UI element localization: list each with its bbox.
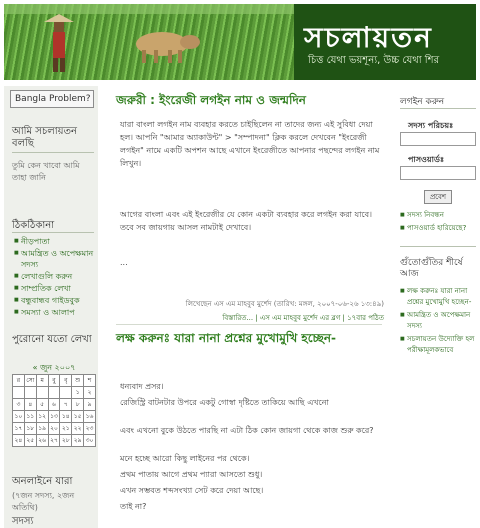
calendar-cell: ২৫ <box>24 435 36 447</box>
calendar-day-header: বৃ <box>60 375 72 387</box>
divider <box>12 232 94 233</box>
about-text: তুমি কেন খাবো আমি তাহা জানি <box>12 161 80 182</box>
register-link[interactable]: ■ সদস্য নিবন্ধন <box>400 210 476 221</box>
login-button[interactable]: প্রবেশ <box>424 190 452 204</box>
nav-link[interactable]: ■ লেখাগুলি করুন <box>14 271 96 282</box>
calendar-cell: ২৬ <box>36 435 48 447</box>
popular-link[interactable]: ■ সচলায়তন উদ্যোক্তি হল পরীক্ষামূলকভাবে <box>400 334 476 356</box>
calendar-cell: ১৫ <box>72 411 84 423</box>
calendar-cell: ১ <box>72 387 84 399</box>
divider <box>400 108 476 109</box>
calendar-cell: ২৭ <box>48 435 60 447</box>
password-label: পাসওয়ার্ডঃ <box>408 155 445 164</box>
post-line: এবং এখনো বুকে উঠতে পারছি না এটা ঠিক কোন জায়গা থেকে কাজ শুরু করে? <box>120 426 374 435</box>
calendar-cell: ১২ <box>36 411 48 423</box>
calendar-cell: ১৪ <box>60 411 72 423</box>
post-line: এখন সম্ভবত শব্দসংখ্যা সেট করে দেয়া আছে। <box>120 486 264 495</box>
post-title[interactable]: লক্ষ করুনঃ যারা নানা প্রশ্নের মুখোমুখি হচ্ছেন- <box>116 331 337 345</box>
nav-links-list <box>14 236 96 319</box>
popular-link[interactable]: ■ লক্ষ করুনঃ যারা নানা প্রশ্নের মুখোমুখি হচ্ছেন- <box>400 286 476 308</box>
archive-calendar <box>12 374 96 447</box>
calendar-cell: ২ <box>84 387 96 399</box>
calendar-cell: ২৪ <box>13 435 25 447</box>
links-heading: ঠিকঠিকানা <box>12 220 55 231</box>
title-box <box>294 4 476 80</box>
calendar-cell: ২২ <box>72 423 84 435</box>
site-tagline: চিত্ত যেথা ভয়শূন্য, উচ্চ যেথা শির <box>308 55 440 66</box>
calendar-cell: ৮ <box>72 399 84 411</box>
popular-link[interactable]: ■ আমন্ত্রিত ও অপেক্ষমান সদস্য <box>400 310 476 332</box>
calendar-cell: ১৭ <box>13 423 25 435</box>
forgot-password-link[interactable]: ■ পাসওয়ার্ড হারিয়েছে? <box>400 223 476 234</box>
calendar-day-header: বু <box>48 375 60 387</box>
calendar-cell <box>48 387 60 399</box>
calendar-cell <box>24 387 36 399</box>
divider <box>400 246 476 247</box>
divider <box>12 152 94 153</box>
calendar-day-header: ম <box>36 375 48 387</box>
calendar-cell <box>13 387 25 399</box>
nav-link[interactable]: ■ নীড়পাতা <box>14 236 96 247</box>
site-title[interactable]: সচলায়তন <box>304 21 433 54</box>
left-sidebar <box>4 86 98 528</box>
divider <box>116 324 382 325</box>
post-paragraph: যারা বাংলা লগইন নাম ব্যবহার করতে চাইছিলেন না তাদের জন্য এই সুবিধা দেয়া হল। আপনি "আমার অ্যাকাউন্ট" > "সম্পাদনা" ক্লিক করলে দেখবেন "ইংরেজী লগইন" নামে একটি অপশন আছে এখানে ইংরেজীতে আপনার পছন্দের লগইন নাম লিখুন। <box>120 120 380 168</box>
post-links[interactable]: বিস্তারিত... | এস এম মাহবুব মুর্শেদ এর ব্লগ | ১৭বার পঠিত <box>222 314 384 322</box>
login-heading: লগইন করুন <box>400 97 445 107</box>
calendar-day-header: সো <box>24 375 36 387</box>
archive-heading: পুরোনো যতো লেখা <box>12 334 92 345</box>
calendar-cell: ২৩ <box>84 423 96 435</box>
nav-link[interactable]: ■ বন্ধুবান্ধব গাইডবুক <box>14 295 96 306</box>
members-label: সদস্য <box>12 516 34 527</box>
calendar-cell: ৬ <box>48 399 60 411</box>
site-header <box>4 4 476 80</box>
post-title[interactable]: জরুরী : ইংরেজী লগইন নাম ও জন্মদিন <box>116 93 306 107</box>
calendar-cell: ৫ <box>36 399 48 411</box>
nav-link[interactable]: ■ সমস্যা ও আলাপ <box>14 307 96 318</box>
popular-heading: গুঁতোগুঁতির শীর্ষে আজ <box>400 258 463 279</box>
calendar-day-header: র <box>13 375 25 387</box>
calendar-cell: ২৯ <box>72 435 84 447</box>
online-count: (৭জন সদস্য, ২জন অতিথি) <box>12 491 75 512</box>
calendar-day-header: শ <box>84 375 96 387</box>
post-meta: লিখেছেন এস এম মাহবুব মুর্শেদ (তারিখ: মঙ্গল, ২০০৭-০৬-২৬ ১৩:৪৯) <box>185 300 384 308</box>
calendar-cell: ৯ <box>84 399 96 411</box>
calendar-day-header: শু <box>72 375 84 387</box>
calendar-cell: ১৯ <box>36 423 48 435</box>
post-line: রেজিস্ট্রি বাটনটার উপরে একটু গোস্বা দৃষ্টিতে তাকিয়ে আছি এখনো <box>120 398 329 407</box>
calendar-cell: ১০ <box>13 411 25 423</box>
about-heading: আমি সচলায়তন বলছি <box>12 126 77 149</box>
farmer-figure <box>42 12 76 74</box>
calendar-cell: ৪ <box>24 399 36 411</box>
post-line: মনে হচ্ছে আরো কিছু লাইনের পর থেকে। <box>120 454 250 463</box>
calendar-cell: ২১ <box>60 423 72 435</box>
username-input[interactable] <box>400 132 476 146</box>
calendar-caption[interactable]: « জুন ২০০৭ <box>32 363 76 372</box>
login-links <box>400 210 476 236</box>
calendar-cell: ৩০ <box>84 435 96 447</box>
calendar-cell <box>60 387 72 399</box>
calendar-cell: ৭ <box>60 399 72 411</box>
post-ellipsis: ... <box>120 258 128 267</box>
cow-figure <box>124 26 204 64</box>
bangla-problem-button[interactable]: Bangla Problem? <box>10 90 94 108</box>
calendar-cell: ১১ <box>24 411 36 423</box>
nav-link[interactable]: ■ সাম্প্রতিক লেখা <box>14 283 96 294</box>
post-line: তাই না? <box>120 502 147 511</box>
calendar-cell: ১৬ <box>84 411 96 423</box>
calendar-cell <box>36 387 48 399</box>
main-content <box>104 86 390 528</box>
post-paragraph: আগের বাংলা এবং এই ইংরেজীর যে কোন একটা ব্যবহার করে লগইন করা যাবে। তবে সব জায়গায় আসল নামটাই দেখাবে। <box>120 210 372 232</box>
calendar-cell: ৩ <box>13 399 25 411</box>
calendar-cell: ১৩ <box>48 411 60 423</box>
post-line: ধন্যবাদ প্রসর। <box>120 382 164 391</box>
right-sidebar <box>394 86 476 528</box>
calendar-cell: ২০ <box>48 423 60 435</box>
post-line: প্রথম পাতায় আগে প্রথম প্যারা আসতো শুধু। <box>120 470 263 479</box>
calendar-cell: ১৮ <box>24 423 36 435</box>
password-input[interactable] <box>400 166 476 180</box>
calendar-cell: ২৮ <box>60 435 72 447</box>
nav-link[interactable]: ■ আমন্ত্রিত ও অপেক্ষমান সদস্য <box>14 248 96 270</box>
username-label: সদস্য পরিচয়ঃ <box>408 121 454 130</box>
popular-links <box>400 286 476 358</box>
online-heading: অনলাইনে যারা <box>12 476 73 487</box>
header-banner-image <box>4 4 294 80</box>
